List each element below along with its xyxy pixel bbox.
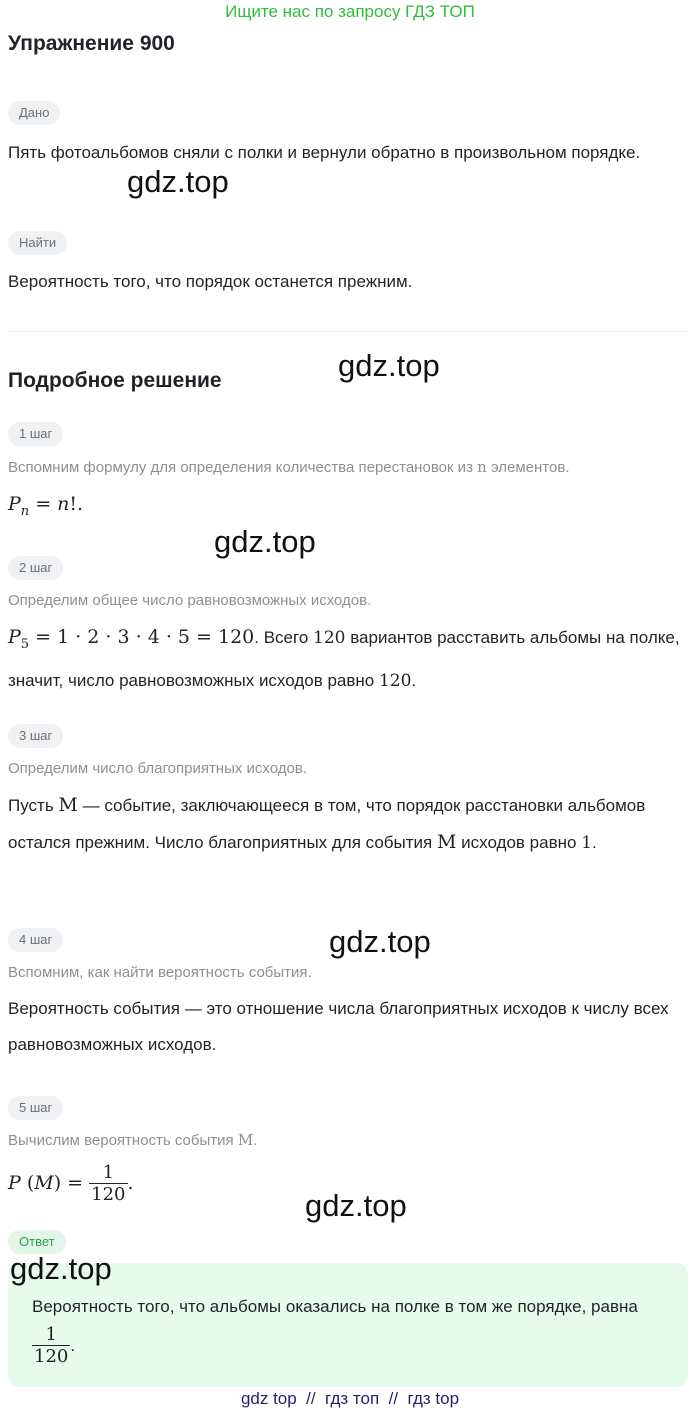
step-2-text: $P_5 = 1 \cdot 2 \cdot 3 \cdot 4 \cdot 5 = 120$. Всего 120 вариантов расставить альбомы на полке, значит, число равновозможных исходов равно 120. bbox=[8, 626, 680, 691]
divider bbox=[8, 331, 688, 332]
given-chip: Дано bbox=[8, 101, 60, 125]
answer-chip: Ответ bbox=[8, 1230, 66, 1254]
step-5-chip: 5 шаг bbox=[8, 1096, 63, 1120]
step-5-hint: Вычислим вероятность события M. bbox=[8, 1131, 258, 1149]
watermark: gdz.top bbox=[10, 1251, 112, 1286]
watermark: gdz.top bbox=[329, 924, 431, 959]
step-3-text: Пусть M — событие, заключающееся в том, что порядок расстановки альбомов остался прежним. Число благоприятных для события M исходов равно 1. bbox=[8, 794, 646, 853]
step-2-hint: Определим общее число равновозможных исходов. bbox=[8, 592, 372, 609]
step-1-hint: Вспомним формулу для определения количества перестановок из n элементов. bbox=[8, 458, 570, 476]
watermark: gdz.top bbox=[305, 1188, 407, 1223]
step-2-chip: 2 шаг bbox=[8, 556, 63, 580]
footer-links: gdz top // гдз топ // гдз top bbox=[240, 1389, 460, 1408]
section-title: Подробное решение bbox=[8, 369, 222, 392]
find-text: Вероятность того, что порядок останется прежним. bbox=[8, 272, 413, 291]
top-banner: Ищите нас по запросу ГДЗ ТОП bbox=[225, 2, 475, 21]
step-4-text: Вероятность события — это отношение числа благоприятных исходов к числу всех равновозможных исходов. bbox=[8, 999, 669, 1054]
page-title: Упражнение 900 bbox=[8, 32, 175, 55]
step-3-chip: 3 шаг bbox=[8, 724, 63, 748]
step-4-hint: Вспомним, как найти вероятность события. bbox=[8, 964, 312, 981]
answer-text: Вероятность того, что альбомы оказались на полке в том же порядке, равна $\frac{1}{120}$ . bbox=[32, 1297, 638, 1367]
step-3-hint: Определим число благоприятных исходов. bbox=[8, 760, 307, 777]
step-1-chip: 1 шаг bbox=[8, 422, 63, 446]
fraction: $\frac{1}{120}$ bbox=[91, 1161, 126, 1205]
find-chip: Найти bbox=[8, 231, 67, 255]
watermark: gdz.top bbox=[214, 524, 316, 559]
answer-fraction: $\frac{1}{120}$ bbox=[34, 1324, 69, 1367]
step-5-formula: P (M) = $\frac{1}{120}$ . bbox=[8, 1161, 134, 1205]
watermark: gdz.top bbox=[338, 348, 440, 383]
step-1-formula: $P_n = n$!. bbox=[8, 493, 84, 519]
watermark: gdz.top bbox=[127, 164, 229, 199]
given-text: Пять фотоальбомов сняли с полки и вернули обратно в произвольном порядке. bbox=[8, 143, 641, 162]
step-4-chip: 4 шаг bbox=[8, 928, 63, 952]
